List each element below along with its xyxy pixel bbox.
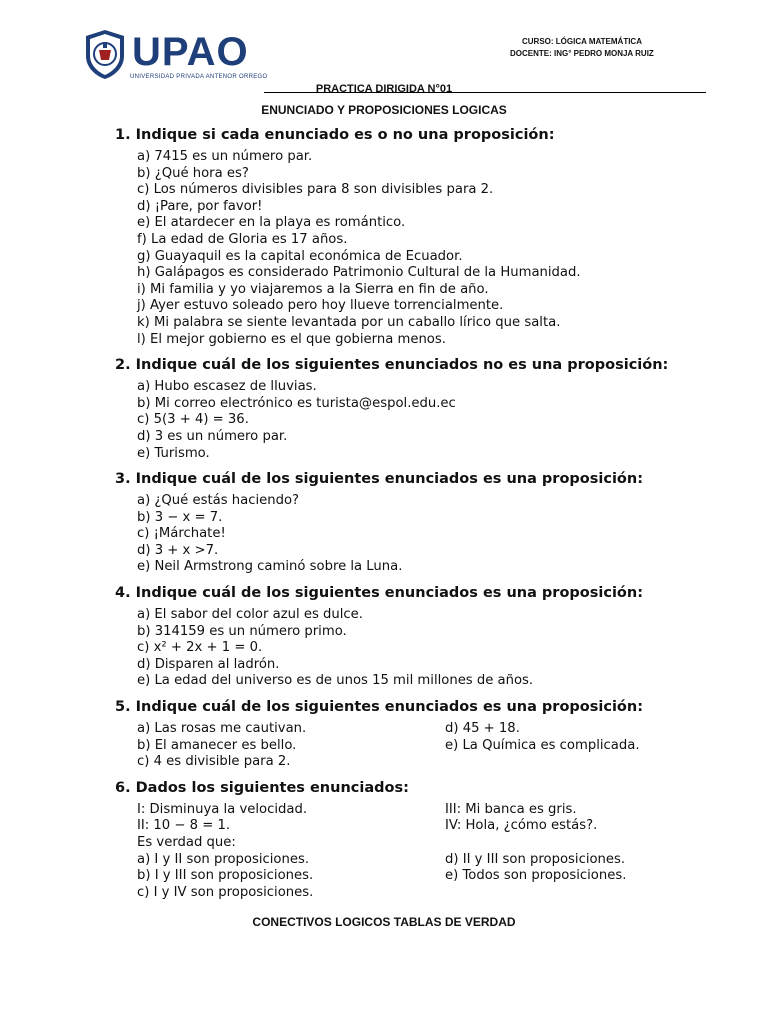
list-item: b) 314159 es un número primo. — [137, 623, 347, 639]
list-item: e) La Química es complicada. — [445, 737, 640, 753]
list-item: c) Los números divisibles para 8 son divisibles para 2. — [137, 182, 494, 198]
list-item: j) Ayer estuvo soleado pero hoy llueve torrencialmente. — [137, 298, 504, 314]
list-item: e) Neil Armstrong caminó sobre la Luna. — [137, 559, 403, 575]
list-item: c) 4 es divisible para 2. — [137, 754, 291, 770]
brand-subtitle: UNIVERSIDAD PRIVADA ANTENOR ORREGO — [130, 74, 268, 80]
question-2: 2. Indique cuál de los siguientes enunciados no es una proposición: — [115, 357, 669, 374]
list-item: d) 45 + 18. — [445, 721, 520, 737]
brand-name: UPAO — [132, 30, 249, 74]
question-5-right-column — [445, 721, 705, 771]
list-item: e) Turismo. — [137, 445, 210, 461]
list-item: e) El atardecer en la playa es romántico. — [137, 215, 406, 231]
list-item: f) La edad de Gloria es 17 años. — [137, 231, 348, 247]
list-item: II: 10 − 8 = 1. — [137, 818, 231, 834]
list-item: c) ¡Márchate! — [137, 526, 226, 542]
list-item: c) x² + 2x + 1 = 0. — [137, 640, 263, 656]
list-item: c) I y IV son proposiciones. — [137, 884, 314, 900]
question-5: 5. Indique cuál de los siguientes enunciados es una proposición: — [115, 699, 644, 716]
section-title: CONECTIVOS LOGICOS TABLAS DE VERDAD — [252, 915, 516, 929]
list-item: e) Todos son proposiciones. — [445, 868, 627, 884]
list-item: b) I y III son proposiciones. — [137, 868, 314, 884]
question-6-left-column — [137, 802, 445, 902]
list-item: i) Mi familia y yo viajaremos a la Sierra en fin de año. — [137, 281, 489, 297]
question-3-items — [115, 493, 715, 576]
question-4-items — [115, 607, 715, 690]
list-item: d) II y III son proposiciones. — [445, 851, 626, 867]
course-name: CURSO: LÓGICA MATEMÁTICA — [522, 37, 642, 46]
list-item: c) 5(3 + 4) = 36. — [137, 412, 249, 428]
question-4: 4. Indique cuál de los siguientes enunciados es una proposición: — [115, 585, 644, 602]
list-item — [445, 835, 705, 852]
teacher-name: DOCENTE: ING° PEDRO MONJA RUIZ — [510, 49, 654, 58]
list-item: e) La edad del universo es de unos 15 mil millones de años. — [137, 673, 534, 689]
list-item: g) Guayaquil es la capital económica de Ecuador. — [137, 248, 463, 264]
question-1-items — [115, 149, 715, 348]
question-1: 1. Indique si cada enunciado es o no una proposición: — [115, 127, 555, 143]
list-item: a) I y II son proposiciones. — [137, 851, 310, 867]
list-item: a) ¿Qué estás haciendo? — [137, 493, 300, 509]
question-2-items — [115, 379, 715, 462]
question-6-right-column — [445, 802, 705, 902]
list-item: a) Las rosas me cautivan. — [137, 721, 307, 737]
exercise-list — [115, 124, 715, 901]
question-5-left-column — [137, 721, 445, 771]
question-6-items — [115, 802, 715, 902]
list-item: III: Mi banca es gris. — [445, 801, 577, 817]
list-item: IV: Hola, ¿cómo estás?. — [445, 818, 598, 834]
question-6: 6. Dados los siguientes enunciados: — [115, 779, 409, 796]
list-item: d) 3 es un número par. — [137, 428, 288, 444]
list-item: h) Galápagos es considerado Patrimonio Cultural de la Humanidad. — [137, 265, 581, 281]
question-5-items — [115, 721, 715, 771]
list-item: b) El amanecer es bello. — [137, 737, 297, 753]
list-item: d) ¡Pare, por favor! — [137, 198, 263, 214]
list-item: I: Disminuya la velocidad. — [137, 801, 308, 817]
list-item: d) 3 + x >7. — [137, 542, 219, 558]
list-item: b) Mi correo electrónico es turista@espol.edu.ec — [137, 395, 456, 411]
list-item: a) El sabor del color azul es dulce. — [137, 607, 363, 623]
question-3: 3. Indique cuál de los siguientes enunciados es una proposición: — [115, 471, 644, 488]
upao-logo — [82, 28, 268, 88]
course-info — [510, 36, 654, 60]
practice-subtitle: ENUNCIADO Y PROPOSICIONES LOGICAS — [261, 103, 507, 117]
list-item: Es verdad que: — [137, 835, 236, 850]
university-seal-icon — [82, 28, 128, 80]
list-item: l) El mejor gobierno es el que gobierna menos. — [137, 331, 446, 347]
list-item: b) 3 − x = 7. — [137, 509, 223, 525]
list-item: d) Disparen al ladrón. — [137, 656, 280, 672]
list-item: k) Mi palabra se siente levantada por un caballo lírico que salta. — [137, 314, 561, 330]
practice-title: PRACTICA DIRIGIDA N°01 — [315, 83, 453, 95]
list-item: b) ¿Qué hora es? — [137, 165, 249, 181]
list-item: a) Hubo escasez de lluvias. — [137, 379, 317, 395]
list-item: a) 7415 es un número par. — [137, 149, 313, 164]
